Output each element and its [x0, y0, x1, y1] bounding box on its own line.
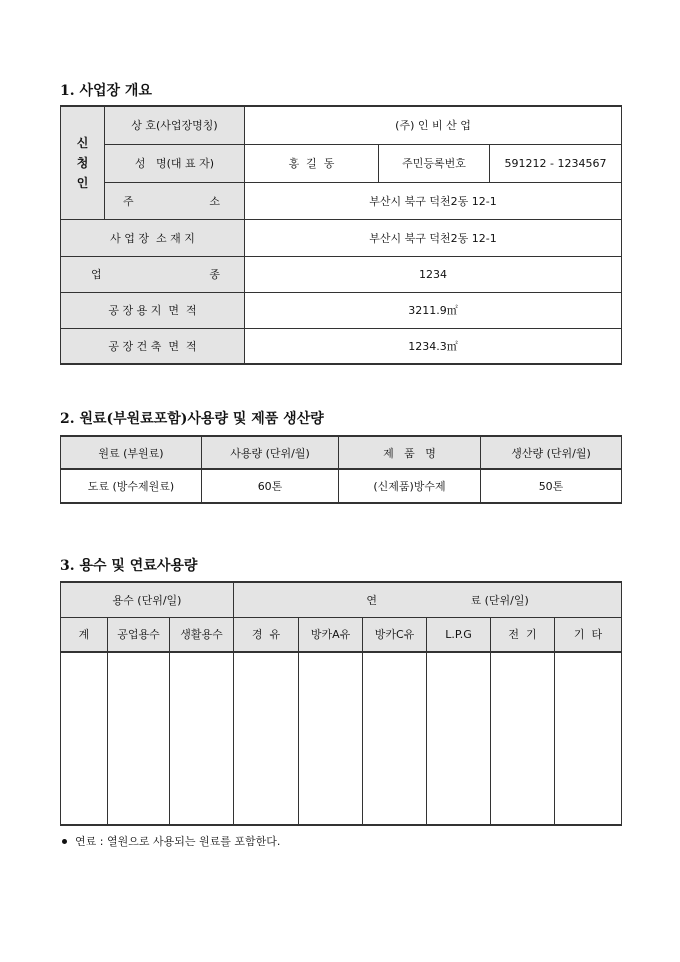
building-area-value: 1234.3㎡	[245, 328, 622, 364]
bullet-icon	[62, 839, 67, 844]
col-domestic-water: 생활용수	[170, 617, 234, 652]
address-value: 부산시 북구 덕천2동 12-1	[245, 182, 622, 219]
cell-electricity	[491, 652, 555, 825]
resident-number-label: 주민등록번호	[379, 144, 490, 182]
cell-domestic-water	[170, 652, 234, 825]
representative-name-label: 성 명(대 표 자)	[105, 144, 245, 182]
cell-lpg	[427, 652, 491, 825]
cell-bunker-c	[363, 652, 427, 825]
business-type-label-left: 업	[91, 268, 102, 281]
table-row	[61, 652, 622, 825]
col-diesel: 경 유	[234, 617, 299, 652]
cell-total	[61, 652, 108, 825]
site-location-label: 사 업 장 소 재 지	[61, 219, 245, 256]
site-location-value: 부산시 북구 덕천2동 12-1	[245, 219, 622, 256]
material-production-table	[60, 435, 622, 504]
header-usage: 사용량 (단위/월)	[202, 436, 339, 469]
col-industrial-water: 공업용수	[108, 617, 170, 652]
cell-industrial-water	[108, 652, 170, 825]
cell-usage: 60톤	[202, 469, 339, 503]
col-other: 기 타	[555, 617, 622, 652]
col-bunker-c: 방카C유	[363, 617, 427, 652]
fuel-note-text: 연료 : 열원으로 사용되는 원료를 포함한다.	[75, 835, 281, 848]
resident-number-value: 591212 - 1234567	[490, 144, 622, 182]
trade-name-label: 상 호(사업장명칭)	[105, 106, 245, 144]
address-label-left: 주	[123, 194, 134, 208]
header-production: 생산량 (단위/월)	[481, 436, 622, 469]
business-type-value: 1234	[245, 256, 622, 292]
cell-bunker-a	[299, 652, 363, 825]
section1-title: 1. 사업장 개요	[60, 83, 152, 99]
header-raw-material: 원료 (부원료)	[61, 436, 202, 469]
address-label-right: 소	[209, 194, 220, 208]
fuel-header	[234, 582, 622, 617]
representative-name-value: 홍 길 동	[245, 144, 379, 182]
business-type-label-right: 종	[209, 268, 220, 281]
land-area-value: 3211.9㎡	[245, 292, 622, 328]
header-product-name: 제 품 명	[339, 436, 481, 469]
applicant-label: 신 청 인	[61, 106, 105, 219]
business-overview-table	[60, 105, 622, 365]
water-header: 용수 (단위/일)	[61, 582, 234, 617]
land-area-label: 공 장 용 지 면 적	[61, 292, 245, 328]
col-lpg: L.P.G	[427, 617, 491, 652]
fuel-header-left: 연	[366, 593, 377, 607]
col-total: 계	[61, 617, 108, 652]
cell-diesel	[234, 652, 299, 825]
cell-other	[555, 652, 622, 825]
business-type-label	[61, 256, 245, 292]
trade-name-value: (주) 인 비 산 업	[245, 106, 622, 144]
section3-title: 3. 용수 및 연료사용량	[60, 558, 198, 574]
fuel-header-right: 료 (단위/일)	[470, 593, 529, 607]
col-electricity: 전 기	[491, 617, 555, 652]
address-label	[105, 182, 245, 219]
cell-production: 50톤	[481, 469, 622, 503]
building-area-label: 공 장 건 축 면 적	[61, 328, 245, 364]
col-bunker-a: 방카A유	[299, 617, 363, 652]
section2-title: 2. 원료(부원료포함)사용량 및 제품 생산량	[60, 411, 324, 427]
fuel-note	[60, 833, 280, 849]
water-fuel-table	[60, 581, 622, 826]
cell-product-name: (신제품)방수제	[339, 469, 481, 503]
cell-raw-material: 도료 (방수제원료)	[61, 469, 202, 503]
